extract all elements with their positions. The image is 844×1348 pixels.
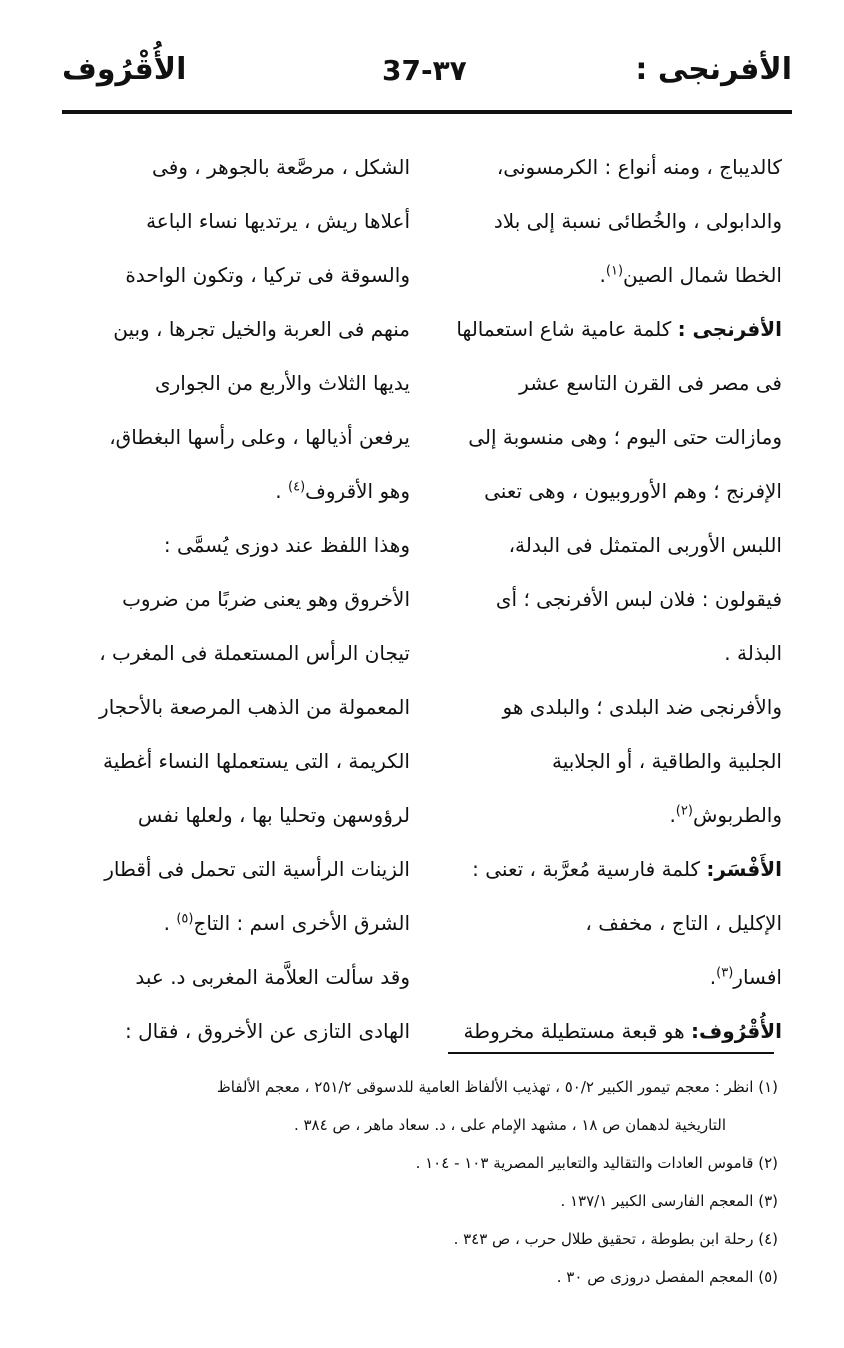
text-line: والأفرنجى ضد البلدى ؛ والبلدى هو [502,695,782,719]
footnote-rule [448,1052,774,1054]
text-line: الشكل ، مرصَّعة بالجوهر ، وفى [152,155,410,179]
footnote-2: (٢) قاموس العادات والتقاليد والتعابير المصرية ١٠٣ - ١٠٤ . [415,1154,778,1172]
footnote-ref: (٥) [176,911,194,927]
footnote-ref: (٢) [675,803,693,819]
text-line: ومازالت حتى اليوم ؛ وهى منسوبة إلى [468,425,782,449]
text-line: الإفرنج ؛ وهم الأوروبيون ، وهى تعنى [484,479,782,503]
entry-line [432,842,782,896]
entry-term: الأفرنجى : [677,317,782,341]
text-line: لرؤوسهن وتحليا بها ، ولعلها نفس [137,803,410,827]
text-line: وهو الأقروف$^{(٤)}$ . [275,479,410,503]
footnote-5: (٥) المعجم المفصل دروزى ص ٣٠ . [556,1268,778,1286]
entry-line [432,302,782,356]
text-line: والسوقة فى تركيا ، وتكون الواحدة [125,263,410,287]
text-line: يديها الثلاث والأربع من الجوارى [154,371,410,395]
text-line: والطربوش$^{(٢)}$. [669,803,782,827]
text-line: وهذا اللفظ عند دوزى يُسمَّى : [163,533,410,557]
page-number: 37-٣٧ [382,54,467,87]
page-header [62,52,792,102]
header-rule [62,110,792,114]
entry-text: كلمة عامية شاع استعمالها [456,317,678,341]
entry-term: الأَفْسَر: [706,857,782,881]
footnote-1: (١) انظر : معجم تيمور الكبير ٥٠/٢ ، تهذيب الألفاظ العامية للدسوقى ٢٥١/٢ ، معجم الألفاظ [216,1078,778,1096]
footnote-ref: (٤) [288,479,306,495]
text-line: منهم فى العربة والخيل تجرها ، وبين [113,317,410,341]
entry-line [432,1004,782,1058]
footnotes [58,1068,778,1296]
text-line: البذلة . [724,641,782,665]
text-line: اللبس الأوربى المتمثل فى البدلة، [508,533,782,557]
text-line: وقد سألت العلاَّمة المغربى د. عبد [135,965,410,989]
text-line: فيقولون : فلان لبس الأفرنجى ؛ أى [495,587,782,611]
left-column [68,140,410,1058]
header-last-entry: الأُقْرُوف [62,52,187,87]
text-line: الشرق الأخرى اسم : التاج$^{(٥)}$ . [163,911,410,935]
right-column [432,140,782,1058]
text-line: فى مصر فى القرن التاسع عشر [519,371,782,395]
entry-term: الأُقْرُوف: [691,1019,782,1043]
footnote-ref: (٣) [716,965,734,981]
entry-text: هو قبعة مستطيلة مخروطة [463,1019,692,1043]
text-line: الجلبية والطاقية ، أو الجلابية [551,749,782,773]
header-entry-title: الأفرنجى : [635,52,792,87]
text-line: تيجان الرأس المستعملة فى المغرب ، [99,641,410,665]
text-line: الزينات الرأسية التى تحمل فى أقطار [104,857,410,881]
text-line: الأخروق وهو يعنى ضربًا من ضروب [122,587,410,611]
text-line: والدابولى ، والخُطائى نسبة إلى بلاد [493,209,782,233]
text-line: أعلاها ريش ، يرتديها نساء الباعة [146,209,410,233]
text-line: الهادى التازى عن الأخروق ، فقال : [125,1019,410,1043]
text-line: الإكليل ، التاج ، مخفف ، [585,911,782,935]
footnote-3: (٣) المعجم الفارسى الكبير ١٣٧/١ . [560,1192,778,1210]
text-line: المعمولة من الذهب المرصعة بالأحجار [99,695,410,719]
entry-text: كلمة فارسية مُعرَّبة ، تعنى : [472,857,707,881]
text-line: يرفعن أذيالها ، وعلى رأسها البغطاق، [109,425,410,449]
text-line: الكريمة ، التى يستعملها النساء أغطية [103,749,410,773]
text-line: افسار$^{(٣)}$. [709,965,782,989]
text-line: الخطا شمال الصين$^{(١)}$. [599,263,782,287]
footnote-1-continued: التاريخية لدهمان ص ١٨ ، مشهد الإمام على ، د. سعاد ماهر ، ص ٣٨٤ . [293,1116,726,1134]
text-line: كالديباج ، ومنه أنواع : الكرمسونى، [496,155,782,179]
footnote-ref: (١) [605,263,624,279]
footnote-4: (٤) رحلة ابن بطوطة ، تحقيق طلال حرب ، ص ٣٤٣ . [453,1230,778,1248]
